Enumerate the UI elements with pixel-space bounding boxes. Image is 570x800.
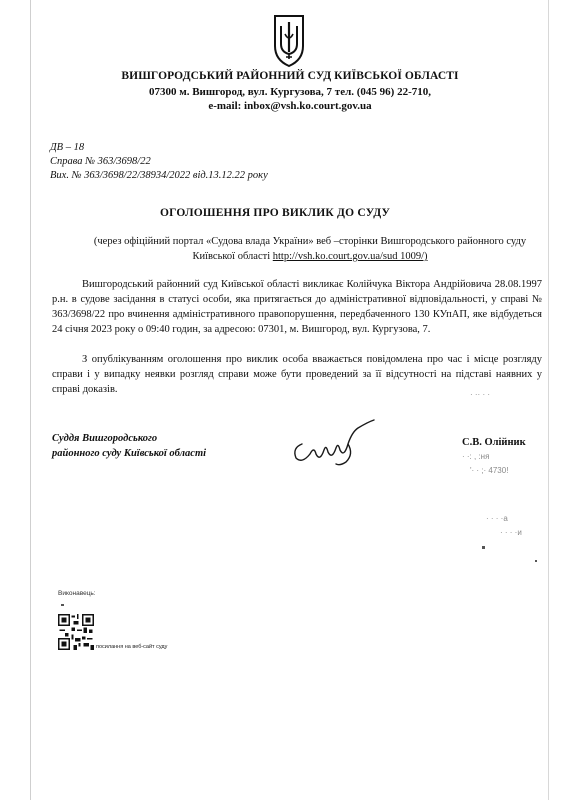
court-email: e-mail: inbox@vsh.ko.court.gov.ua	[208, 100, 372, 112]
bleed-through-mark: · · · ·и	[500, 528, 522, 537]
trident-emblem-icon	[272, 12, 306, 68]
bleed-through-mark: · · · ·а	[486, 514, 508, 523]
portal-note-text: (через офіційний портал «Судова влада України» веб –сторінки Вишгородського районного суду Київської області	[93, 236, 527, 262]
portal-link[interactable]: http://vsh.ko.court.gov.ua/sud 1009/)	[272, 251, 428, 262]
scan-speck	[61, 604, 64, 606]
case-code: ДВ – 18	[50, 142, 85, 153]
handwritten-signature	[288, 418, 380, 468]
case-number: Справа № 363/3698/22	[50, 156, 151, 167]
scan-speck	[535, 560, 537, 562]
scan-edge-right	[548, 0, 549, 800]
judge-position-line1: Суддя Вишгородського	[52, 433, 158, 444]
bleed-through-mark: '· · ;· 4730!	[470, 466, 509, 475]
bleed-through-mark: · ·· · ·	[470, 390, 490, 399]
portal-note	[80, 234, 540, 264]
court-name: ВИШГОРОДСЬКИЙ РАЙОННИЙ СУД КИЇВСЬКОЇ ОБЛАСТІ	[121, 70, 459, 82]
executor-label: Виконавець:	[58, 590, 96, 597]
document-title: ОГОЛОШЕННЯ ПРО ВИКЛИК ДО СУДУ	[160, 207, 391, 219]
judge-name: С.В. Олійник	[462, 437, 526, 448]
scan-speck	[482, 546, 485, 549]
judge-position-line2: районного суду Київської області	[52, 448, 207, 459]
qr-caption: посилання на веб-сайт суду	[96, 644, 168, 650]
scan-edge-left	[30, 0, 31, 800]
document-references	[50, 141, 268, 183]
summons-paragraph: Вишгородський районний суд Київської області викликає Колійчука Віктора Андрійовича 28.08.1997 р.н. в судове засідання в статусі особи, яка притягається до адміністративної відповідальності, у справі № 363/3698/22 про вчинення адміністративного правопорушення, передбаченного 130 КУпАП, яке відбудеться 24 січня 2023 року о 09:40 годин, за адресою: 07301, м. Вишгород, вул. Кургузова, 7.	[52, 279, 542, 335]
court-address: 07300 м. Вишгород, вул. Кургузова, 7 тел. (045 96) 22-710,	[148, 86, 432, 98]
qr-code-icon[interactable]	[58, 614, 94, 650]
bleed-through-mark: · ·: , :ня	[462, 452, 490, 461]
judge-position	[52, 431, 206, 461]
notice-paragraph: З опублікуванням оголошення про виклик особа вважається повідомлена про час і місце розгляду справи і у випадку неявки розгляд справи може бути проведений за її відсутності на підставі наявних у справі доказів.	[52, 354, 542, 395]
outgoing-number: Вих. № 363/3698/22/38934/2022 від.13.12.22 року	[50, 170, 268, 181]
